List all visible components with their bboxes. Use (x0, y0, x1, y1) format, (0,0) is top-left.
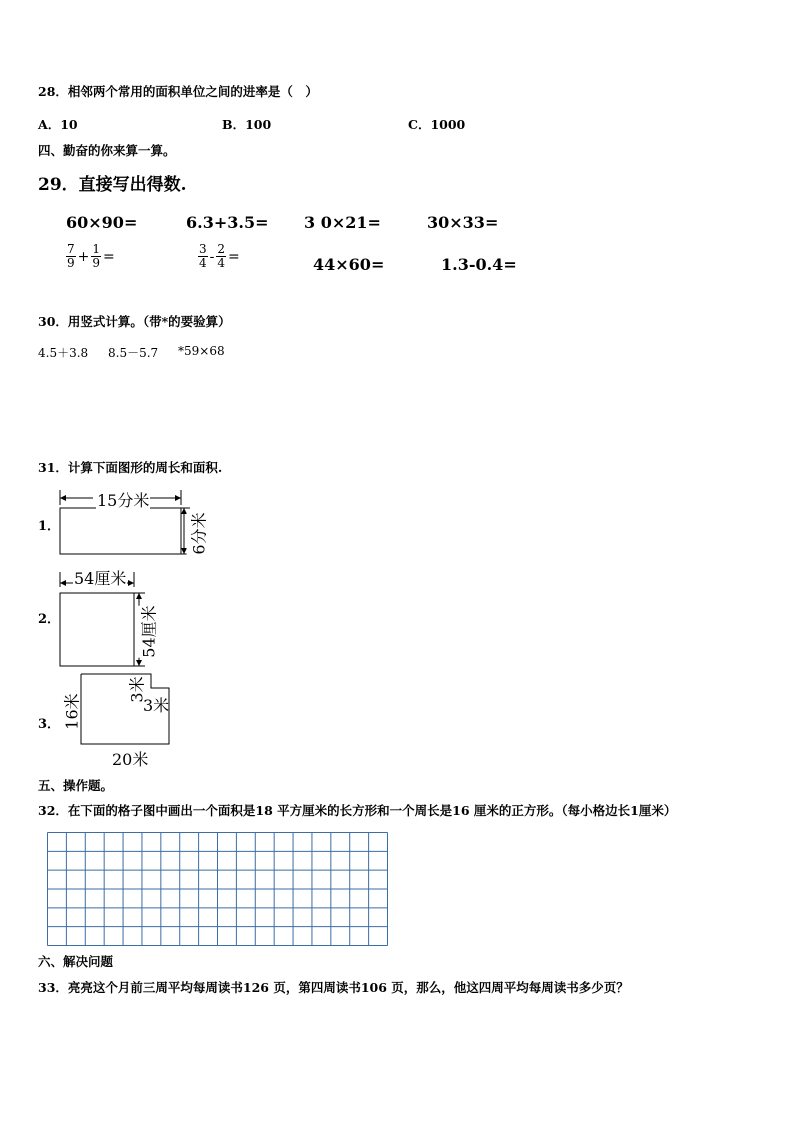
grid-svg (47, 832, 388, 946)
figure-1-label: 1． (38, 519, 61, 534)
section-4-heading: 四、勤奋的你来算一算。 (38, 143, 176, 158)
q29-item-4: 30×33= (427, 213, 499, 232)
figure-3-width-label: 20米 (112, 750, 149, 769)
q29-item-7: 44×60= (313, 255, 385, 274)
q30-stem: 30．用竖式计算。（带*的要验算） (38, 314, 231, 329)
fraction-a: $\frac{3}{4}$ (199, 242, 207, 270)
q29-fraction-expression-2: $\frac{3}{4}$ - $\frac{2}{4}$ = (199, 242, 240, 270)
section-5-heading: 五、操作题。 (38, 778, 114, 793)
q29-item-3: 3 0×21= (304, 213, 381, 232)
section-6-heading: 六、解决问题 (38, 954, 114, 969)
figure-3-height-label: 16米 (62, 693, 82, 730)
q30-item-1: 4.5＋3.8 (38, 346, 89, 360)
q30-item-2: 8.5－5.7 (108, 346, 159, 360)
q29-title: 29．直接写出得数. (38, 175, 187, 195)
fraction-b: $\frac{2}{4}$ (217, 242, 226, 270)
q32-grid (47, 832, 388, 946)
figure-3-label: 3． (38, 717, 61, 732)
q32-stem: 32．在下面的格子图中画出一个面积是18 平方厘米的长方形和一个周长是16 厘米的正方形。（每小格边长1厘米） (38, 803, 677, 818)
q33-stem: 33．亮亮这个月前三周平均每周读书126 页，第四周读书106 页，那么，他这四周平均每周读书多少页？ (38, 980, 629, 995)
figure-2-height-label: 54厘米 (137, 605, 160, 657)
q29-item-2: 6.3+3.5= (186, 213, 269, 232)
q30-item-3: *59×68 (178, 344, 225, 358)
q31-stem: 31．计算下面图形的周长和面积. (38, 460, 223, 475)
figure-2-width-label: 54厘米 (73, 566, 127, 589)
fraction-a: $\frac{7}{9}$ (67, 242, 75, 270)
q29-fraction-expression-1: $\frac{7}{9}$ + $\frac{1}{9}$ = (67, 242, 115, 270)
q28-stem: 28．相邻两个常用的面积单位之间的进率是（ ） (38, 84, 318, 99)
q29-item-8: 1.3-0.4= (441, 255, 517, 274)
figure-3-notch-height-label: 3米 (127, 676, 147, 703)
q28-option-c: C．1000 (408, 117, 466, 132)
figure-1-width-label: 15分米 (96, 488, 150, 511)
figure-1-height-label: 6分米 (187, 512, 210, 554)
q28-option-b: B．100 (222, 117, 272, 132)
fraction-b: $\frac{1}{9}$ (92, 242, 101, 270)
q28-option-a: A．10 (38, 117, 78, 132)
q29-item-1: 60×90= (66, 213, 138, 232)
figure-3-notch-width-label: 3米 (143, 696, 170, 715)
figure-2-label: 2． (38, 612, 61, 627)
